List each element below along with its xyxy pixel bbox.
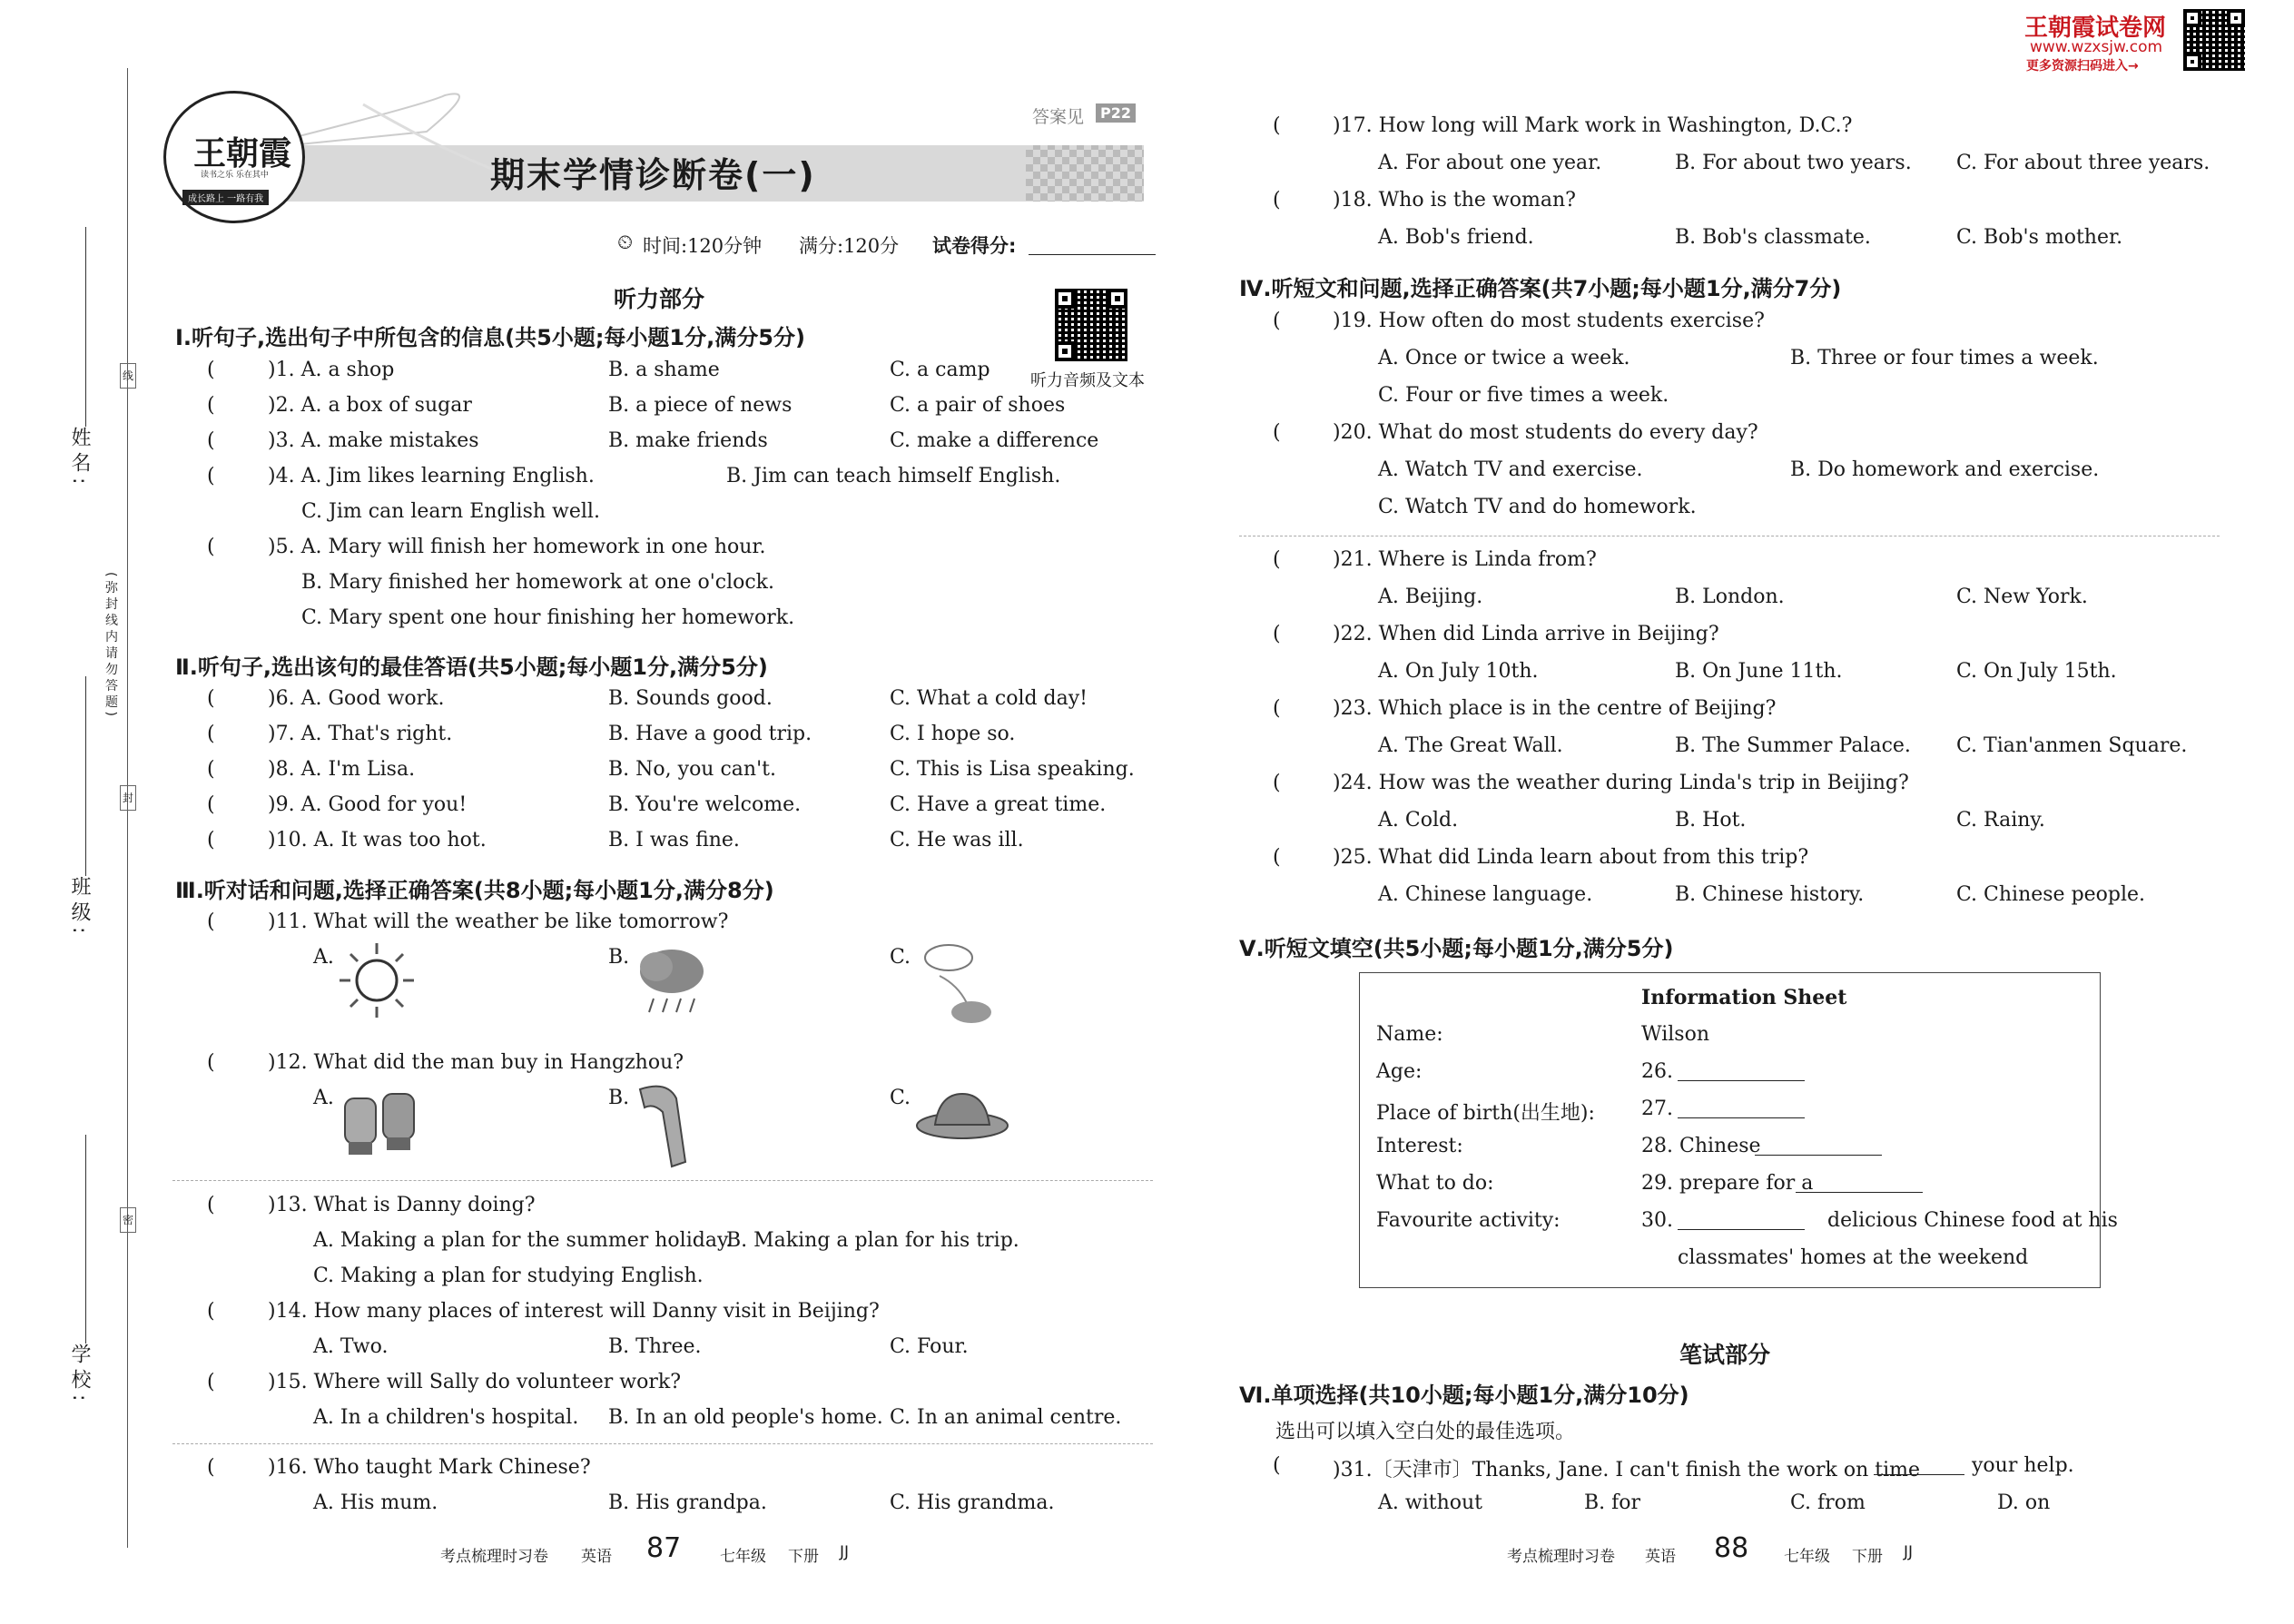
q22-text: )22. When did Linda arrive in Beijing? <box>1333 623 1719 645</box>
exam-full-score: 满分:120分 <box>799 235 900 257</box>
q20-option-a: A. Watch TV and exercise. <box>1378 458 1643 481</box>
cloud-icon <box>912 935 1003 1035</box>
answer-paren[interactable]: ( <box>207 465 215 487</box>
q21-option-c: C. New York. <box>1956 586 2088 608</box>
answer-blank-28[interactable] <box>1755 1137 1882 1156</box>
q25-option-c: C. Chinese people. <box>1956 883 2146 906</box>
q19-option-a: A. Once or twice a week. <box>1378 347 1630 369</box>
q19-option-b: B. Three or four times a week. <box>1790 347 2099 369</box>
class-line[interactable] <box>85 676 86 876</box>
watermark-name: 王朝霞试卷网 <box>2024 15 2167 42</box>
q16-text: )16. Who taught Mark Chinese? <box>268 1456 591 1479</box>
footer-grade: 七年级 <box>720 1548 766 1566</box>
q3-option-b: B. make friends <box>608 429 768 452</box>
row-number: 30. <box>1641 1209 1673 1232</box>
q18-option-c: C. Bob's mother. <box>1956 226 2123 249</box>
q23-option-b: B. The Summer Palace. <box>1675 734 1911 757</box>
q11-label-a: A. <box>313 946 334 969</box>
answer-paren[interactable]: ( <box>1273 114 1281 137</box>
q17-option-c: C. For about three years. <box>1956 152 2210 174</box>
footer-book: 考点梳理时习卷 <box>440 1548 548 1566</box>
q31-option-c: C. from <box>1790 1491 1866 1514</box>
q31-tail: your help. <box>1972 1454 2074 1477</box>
seal-mark-secret: 密 <box>120 1207 136 1233</box>
answer-paren[interactable]: ( <box>1273 421 1281 444</box>
answer-ref: 答案见 <box>1032 107 1085 127</box>
brand-motto: 成长路上 一路有我 <box>182 190 269 205</box>
info-sheet-title: Information Sheet <box>1641 986 1847 1009</box>
q11-label-b: B. <box>608 946 630 969</box>
answer-paren[interactable]: ( <box>1273 623 1281 645</box>
q31-option-d: D. on <box>1997 1491 2051 1514</box>
answer-blank-30[interactable] <box>1678 1211 1805 1230</box>
qr-corner <box>1055 341 1075 361</box>
q14-text: )14. How many places of interest will Danny visit in Beijing? <box>268 1300 880 1323</box>
q13-option-a: A. Making a plan for the summer holiday. <box>313 1229 733 1252</box>
q22-option-b: B. On June 11th. <box>1675 660 1843 683</box>
page-number: 88 <box>1714 1532 1749 1564</box>
name-label: 姓名: <box>68 427 91 490</box>
q24-option-a: A. Cold. <box>1378 809 1459 832</box>
q13-text: )13. What is Danny doing? <box>268 1194 536 1216</box>
q16-option-c: C. His grandma. <box>890 1491 1055 1514</box>
watermark-url: www.wzxsjw.com <box>2030 38 2163 56</box>
footer-term: 下册 <box>1852 1548 1883 1566</box>
divider <box>172 1180 1153 1181</box>
q21-option-b: B. London. <box>1675 586 1785 608</box>
answer-paren[interactable]: ( <box>1273 772 1281 794</box>
footer-book: 考点梳理时习卷 <box>1507 1548 1615 1566</box>
section-6-title: Ⅵ.单项选择(共10小题;每小题1分,满分10分) <box>1239 1383 1689 1408</box>
q18-text: )18. Who is the woman? <box>1333 189 1576 212</box>
footer-term: 下册 <box>788 1548 819 1566</box>
divider <box>172 1443 1153 1444</box>
qr-corner <box>2227 9 2245 27</box>
hat-icon <box>912 1085 1012 1148</box>
answer-page[interactable]: P22 <box>1096 103 1136 123</box>
footer-subject: 英语 <box>1645 1548 1676 1566</box>
q12-label-b: B. <box>608 1087 630 1109</box>
answer-blank-29[interactable] <box>1796 1174 1923 1193</box>
q12-label-c: C. <box>890 1087 911 1109</box>
q1-option-a: )1. A. a shop <box>268 359 395 381</box>
answer-paren[interactable]: ( <box>207 1051 215 1074</box>
answer-paren[interactable]: ( <box>207 793 215 816</box>
q4-option-b: B. Jim can teach himself English. <box>726 465 1061 487</box>
q5-option-b: B. Mary finished her homework at one o'clock. <box>301 571 774 594</box>
q5-option-c: C. Mary spent one hour finishing her homework. <box>301 606 795 629</box>
score-field[interactable] <box>1029 254 1156 255</box>
q19-text: )19. How often do most students exercise? <box>1333 310 1765 332</box>
answer-paren[interactable]: ( <box>207 536 215 558</box>
name-line[interactable] <box>85 227 86 427</box>
q4-option-c: C. Jim can learn English well. <box>301 500 600 523</box>
q20-option-c: C. Watch TV and do homework. <box>1378 496 1697 518</box>
answer-paren[interactable]: ( <box>207 723 215 745</box>
row-label: Interest: <box>1376 1135 1463 1157</box>
q3-option-a: )3. A. make mistakes <box>268 429 479 452</box>
school-label: 学校: <box>68 1343 91 1407</box>
q13-option-b: B. Making a plan for his trip. <box>726 1229 1019 1252</box>
section-4-title: Ⅳ.听短文和问题,选择正确答案(共7小题;每小题1分,满分7分) <box>1239 276 1842 301</box>
q2-option-c: C. a pair of shoes <box>890 394 1066 417</box>
brand-name: 王朝霞 <box>193 134 292 172</box>
q14-option-b: B. Three. <box>608 1335 702 1358</box>
answer-paren[interactable]: ( <box>207 394 215 417</box>
class-label: 班级: <box>68 876 91 940</box>
answer-paren[interactable]: ( <box>207 359 215 381</box>
q12-label-a: A. <box>313 1087 334 1109</box>
answer-paren[interactable]: ( <box>207 1194 215 1216</box>
school-line[interactable] <box>85 1135 86 1343</box>
answer-paren[interactable]: ( <box>207 829 215 851</box>
info-sheet <box>1359 972 2118 1288</box>
row-number: 28. Chinese <box>1641 1135 1761 1157</box>
footer-edition: JJ <box>840 1543 850 1561</box>
row-number: 27. <box>1641 1097 1673 1120</box>
q20-option-b: B. Do homework and exercise. <box>1790 458 2100 481</box>
q17-text: )17. How long will Mark work in Washington, D.C.? <box>1333 114 1853 137</box>
answer-paren[interactable]: ( <box>1273 1454 1281 1477</box>
q9-option-a: )9. A. Good for you! <box>268 793 468 816</box>
scarf-icon <box>631 1080 704 1171</box>
qr-corner <box>2183 9 2201 27</box>
q31-text: )31.〔天津市〕Thanks, Jane. I can't finish the work on time <box>1333 1459 1921 1481</box>
qr-caption: 听力音频及文本 <box>1030 371 1145 390</box>
q8-option-c: C. This is Lisa speaking. <box>890 758 1135 781</box>
seal-mark-line: 线 <box>120 363 136 389</box>
q17-option-b: B. For about two years. <box>1675 152 1912 174</box>
q16-option-a: A. His mum. <box>313 1491 438 1514</box>
clock-icon: ⏲ <box>617 231 634 254</box>
answer-paren[interactable]: ( <box>207 1300 215 1323</box>
q22-option-c: C. On July 15th. <box>1956 660 2117 683</box>
q19-option-c: C. Four or five times a week. <box>1378 384 1669 407</box>
q6-option-c: C. What a cold day! <box>890 687 1088 710</box>
q1-option-c: C. a camp <box>890 359 990 381</box>
q24-option-c: C. Rainy. <box>1956 809 2045 832</box>
brand-logo <box>163 91 305 223</box>
page-title: 期末学情诊断卷(一) <box>490 155 816 195</box>
sun-icon <box>336 940 418 1021</box>
q7-option-a: )7. A. That's right. <box>268 723 453 745</box>
q22-option-a: A. On July 10th. <box>1378 660 1539 683</box>
watermark-tag: 更多资源扫码进入→ <box>2026 59 2139 74</box>
answer-paren[interactable]: ( <box>1273 189 1281 212</box>
footer-subject: 英语 <box>581 1548 612 1566</box>
q21-text: )21. Where is Linda from? <box>1333 548 1597 571</box>
q11-label-c: C. <box>890 946 911 969</box>
q24-option-b: B. Hot. <box>1675 809 1747 832</box>
answer-paren[interactable]: ( <box>207 910 215 933</box>
row-label: Age: <box>1376 1060 1423 1083</box>
answer-blank-26[interactable] <box>1678 1062 1805 1081</box>
section-1-title: Ⅰ.听句子,选出句子中所包含的信息(共5小题;每小题1分,满分5分) <box>175 325 805 350</box>
seal-note: (弥封线内请勿答题) <box>103 572 118 720</box>
q6-option-b: B. Sounds good. <box>608 687 773 710</box>
row-label: What to do: <box>1376 1172 1494 1195</box>
row-tail: delicious Chinese food at his <box>1827 1209 2118 1232</box>
q24-text: )24. How was the weather during Linda's trip in Beijing? <box>1333 772 1909 794</box>
qr-corner <box>1108 289 1127 309</box>
footer-grade: 七年级 <box>1784 1548 1830 1566</box>
q7-option-b: B. Have a good trip. <box>608 723 812 745</box>
q5-option-a: )5. A. Mary will finish her homework in one hour. <box>268 536 766 558</box>
q31-option-b: B. for <box>1584 1491 1641 1514</box>
q13-option-c: C. Making a plan for studying English. <box>313 1265 704 1287</box>
q9-option-c: C. Have a great time. <box>890 793 1107 816</box>
q10-option-b: B. I was fine. <box>608 829 740 851</box>
q21-option-a: A. Beijing. <box>1378 586 1483 608</box>
q11-text: )11. What will the weather be like tomorrow? <box>268 910 729 933</box>
answer-paren[interactable]: ( <box>207 758 215 781</box>
q10-option-a: )10. A. It was too hot. <box>268 829 487 851</box>
q2-option-b: B. a piece of news <box>608 394 793 417</box>
exam-time: 时间:120分钟 <box>643 235 763 257</box>
row-label: Favourite activity: <box>1376 1209 1561 1232</box>
qr-corner <box>2183 53 2201 71</box>
q23-text: )23. Which place is in the centre of Beijing? <box>1333 697 1777 720</box>
row-label: Name: <box>1376 1023 1443 1046</box>
q6-option-a: )6. A. Good work. <box>268 687 445 710</box>
answer-paren[interactable]: ( <box>1273 310 1281 332</box>
q20-text: )20. What do most students do every day? <box>1333 421 1758 444</box>
answer-paren[interactable]: ( <box>1273 548 1281 571</box>
listening-title: 听力部分 <box>614 286 705 312</box>
answer-paren[interactable]: ( <box>207 687 215 710</box>
q23-option-a: A. The Great Wall. <box>1378 734 1563 757</box>
footer-edition: JJ <box>1904 1543 1914 1561</box>
answer-blank-27[interactable] <box>1678 1099 1805 1118</box>
q31-option-a: A. without <box>1378 1491 1483 1514</box>
page-number: 87 <box>646 1532 682 1564</box>
answer-paren[interactable]: ( <box>207 429 215 452</box>
section-2-title: Ⅱ.听句子,选出该句的最佳答语(共5小题;每小题1分,满分5分) <box>175 655 768 680</box>
q2-option-a: )2. A. a box of sugar <box>268 394 472 417</box>
brand-sub: 读书之乐 乐在其中 <box>201 171 269 180</box>
section-5-title: Ⅴ.听短文填空(共5小题;每小题1分,满分5分) <box>1239 936 1674 961</box>
q8-option-b: B. No, you can't. <box>608 758 776 781</box>
q23-option-c: C. Tian'anmen Square. <box>1956 734 2188 757</box>
q15-text: )15. Where will Sally do volunteer work? <box>268 1371 681 1393</box>
qr-corner <box>1055 289 1075 309</box>
q18-option-a: A. Bob's friend. <box>1378 226 1534 249</box>
score-label: 试卷得分: <box>932 235 1017 257</box>
answer-paren[interactable]: ( <box>1273 846 1281 869</box>
q9-option-b: B. You're welcome. <box>608 793 802 816</box>
q25-option-a: A. Chinese language. <box>1378 883 1593 906</box>
answer-blank-31[interactable] <box>1874 1456 1964 1475</box>
section-3-title: Ⅲ.听对话和问题,选择正确答案(共8小题;每小题1分,满分8分) <box>175 878 774 903</box>
written-title: 笔试部分 <box>1679 1342 1771 1368</box>
q3-option-c: C. make a difference <box>890 429 1099 452</box>
q1-option-b: B. a shame <box>608 359 720 381</box>
row-number: 26. <box>1641 1060 1673 1083</box>
answer-paren[interactable]: ( <box>207 1456 215 1479</box>
answer-paren[interactable]: ( <box>1273 697 1281 720</box>
q17-option-a: A. For about one year. <box>1378 152 1602 174</box>
q12-text: )12. What did the man buy in Hangzhou? <box>268 1051 684 1074</box>
row-number: 29. prepare for a <box>1641 1172 1814 1195</box>
answer-paren[interactable]: ( <box>207 1371 215 1393</box>
q16-option-b: B. His grandpa. <box>608 1491 767 1514</box>
q15-option-b: B. In an old people's home. <box>608 1406 883 1429</box>
q18-option-b: B. Bob's classmate. <box>1675 226 1871 249</box>
q7-option-c: C. I hope so. <box>890 723 1016 745</box>
q4-option-a: )4. A. Jim likes learning English. <box>268 465 595 487</box>
q14-option-a: A. Two. <box>313 1335 389 1358</box>
gloves-icon <box>336 1080 427 1162</box>
row-value: Wilson <box>1641 1023 1710 1046</box>
seal-mark-seal: 封 <box>120 785 136 811</box>
row-tail: classmates' homes at the weekend <box>1678 1246 2029 1269</box>
q25-option-b: B. Chinese history. <box>1675 883 1865 906</box>
q15-option-a: A. In a children's hospital. <box>313 1406 579 1429</box>
row-label: Place of birth(出生地): <box>1376 1102 1595 1125</box>
section-6-instruction: 选出可以填入空白处的最佳选项。 <box>1275 1421 1576 1443</box>
q10-option-c: C. He was ill. <box>890 829 1024 851</box>
q14-option-c: C. Four. <box>890 1335 969 1358</box>
q8-option-a: )8. A. I'm Lisa. <box>268 758 416 781</box>
rain-cloud-icon <box>631 940 713 1026</box>
q25-text: )25. What did Linda learn about from this trip? <box>1333 846 1809 869</box>
q15-option-c: C. In an animal centre. <box>890 1406 1122 1429</box>
